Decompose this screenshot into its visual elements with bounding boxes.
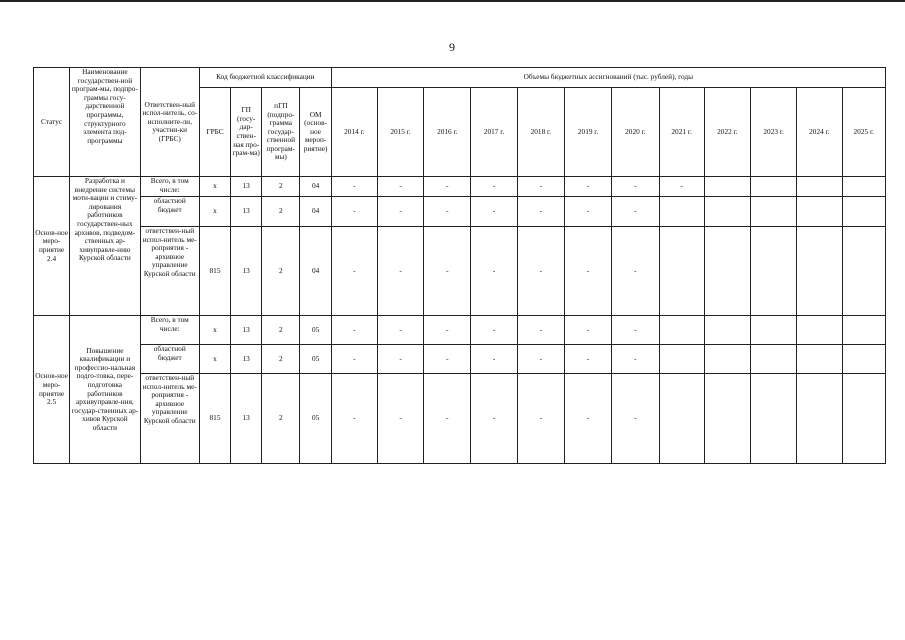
cell-value: - <box>424 374 471 464</box>
cell-value <box>659 316 704 345</box>
cell-grbs: х <box>199 316 230 345</box>
top-border-line <box>0 0 905 2</box>
cell-value <box>842 345 886 374</box>
cell-gp: 13 <box>231 374 262 464</box>
header-name: Наименование государствен-ной програм-мы, подпро-граммы госу-дарственной программы, структурного элемента под-программы <box>70 68 140 177</box>
cell-pgp: 2 <box>262 227 300 316</box>
header-code-gp: ГП (госу-дар-ствен-ная про-грам-ма) <box>231 88 262 177</box>
page-number: 9 <box>449 40 455 54</box>
row-responsible: областной бюджет <box>140 345 199 374</box>
cell-value <box>704 374 750 464</box>
cell-value <box>842 197 886 227</box>
measure-status: Основ-ное меро-приятие 2.4 <box>34 177 70 316</box>
cell-value: - <box>517 177 564 197</box>
header-year: 2018 г. <box>517 88 564 177</box>
cell-value <box>704 345 750 374</box>
cell-value: - <box>612 197 659 227</box>
cell-value: - <box>564 374 611 464</box>
row-responsible: ответствен-ный испол-нитель ме-роприятия - архивное управление Курской области <box>140 374 199 464</box>
cell-value: - <box>471 374 517 464</box>
cell-value: - <box>424 177 471 197</box>
cell-value: - <box>612 177 659 197</box>
header-year: 2023 г. <box>751 88 797 177</box>
cell-om: 04 <box>300 177 331 197</box>
cell-value <box>797 227 842 316</box>
cell-value <box>659 227 704 316</box>
cell-value: - <box>517 316 564 345</box>
row-responsible: областной бюджет <box>140 197 199 227</box>
cell-value: - <box>564 345 611 374</box>
cell-value <box>797 177 842 197</box>
table-row <box>34 227 886 316</box>
cell-om: 05 <box>300 345 331 374</box>
cell-value <box>751 345 797 374</box>
cell-value <box>704 197 750 227</box>
cell-gp: 13 <box>231 227 262 316</box>
header-code-om: ОМ (основ-ное мероп-риятие) <box>300 88 331 177</box>
measure-status: Основ-ное меро-приятие 2.5 <box>34 316 70 464</box>
cell-value <box>751 316 797 345</box>
cell-value: - <box>564 316 611 345</box>
header-year: 2021 г. <box>659 88 704 177</box>
cell-value: - <box>424 345 471 374</box>
cell-grbs: х <box>199 345 230 374</box>
cell-value: - <box>331 374 377 464</box>
cell-value: - <box>471 197 517 227</box>
cell-pgp: 2 <box>262 177 300 197</box>
cell-value <box>659 374 704 464</box>
cell-value <box>659 345 704 374</box>
cell-value: - <box>377 345 423 374</box>
header-year: 2020 г. <box>612 88 659 177</box>
cell-value: - <box>471 177 517 197</box>
cell-value: - <box>471 345 517 374</box>
cell-value <box>797 316 842 345</box>
row-responsible: Всего, в том числе: <box>140 316 199 345</box>
cell-value: - <box>517 345 564 374</box>
cell-value <box>842 374 886 464</box>
row-responsible: ответствен-ный испол-нитель ме-роприятия - архивное управление Курской области <box>140 227 199 316</box>
cell-value: - <box>424 197 471 227</box>
measure-name: Повышение квалификации и профессио-нальная подго-товка, пере-подготовка работников архивуправле-ния, государ-ственных ар-хивов Курской области <box>70 316 140 464</box>
header-status: Статус <box>34 68 70 177</box>
cell-pgp: 2 <box>262 316 300 345</box>
cell-pgp: 2 <box>262 345 300 374</box>
cell-value: - <box>659 177 704 197</box>
header-year: 2025 г. <box>842 88 886 177</box>
measure-name: Разработка и внедрение системы моти-вации и стиму-лирования работников государствен-ных архивов, подведом-ственных ар-хивуправле-нию Курской области <box>70 177 140 316</box>
cell-value <box>797 345 842 374</box>
cell-value: - <box>612 316 659 345</box>
cell-value: - <box>331 197 377 227</box>
cell-value: - <box>331 177 377 197</box>
cell-gp: 13 <box>231 197 262 227</box>
header-year: 2022 г. <box>704 88 750 177</box>
header-budget-code: Код бюджетной классификации <box>199 68 331 88</box>
cell-value <box>842 227 886 316</box>
cell-value: - <box>564 177 611 197</box>
table-row <box>34 197 886 227</box>
header-year: 2019 г. <box>564 88 611 177</box>
cell-om: 05 <box>300 374 331 464</box>
cell-pgp: 2 <box>262 374 300 464</box>
header-budget-volumes: Объемы бюджетных ассигнований (тыс. рублей), годы <box>331 68 885 88</box>
cell-gp: 13 <box>231 316 262 345</box>
cell-value <box>842 177 886 197</box>
cell-om: 05 <box>300 316 331 345</box>
cell-value <box>751 197 797 227</box>
row-responsible: Всего, в том числе: <box>140 177 199 197</box>
cell-value: - <box>612 345 659 374</box>
header-responsible: Ответствен-ный испол-нитель, со-исполните-ли, участни-ки (ГРБС) <box>140 68 199 177</box>
table-row <box>34 177 886 197</box>
cell-value <box>704 316 750 345</box>
cell-om: 04 <box>300 197 331 227</box>
cell-value <box>704 177 750 197</box>
cell-grbs: 815 <box>199 227 230 316</box>
cell-grbs: 815 <box>199 374 230 464</box>
cell-value: - <box>377 374 423 464</box>
cell-value <box>797 374 842 464</box>
cell-value: - <box>331 316 377 345</box>
header-code-pgp: пГП (подпро-грамма государ-ственной програм-мы) <box>262 88 300 177</box>
cell-grbs: х <box>199 177 230 197</box>
cell-grbs: х <box>199 197 230 227</box>
header-year: 2024 г. <box>797 88 842 177</box>
table-row <box>34 345 886 374</box>
cell-value: - <box>612 374 659 464</box>
cell-value <box>797 197 842 227</box>
cell-value <box>842 316 886 345</box>
cell-value: - <box>424 316 471 345</box>
cell-value: - <box>471 227 517 316</box>
table-row <box>34 374 886 464</box>
cell-value <box>659 197 704 227</box>
cell-value: - <box>564 227 611 316</box>
cell-value <box>751 374 797 464</box>
cell-value: - <box>377 177 423 197</box>
cell-value: - <box>564 197 611 227</box>
header-year: 2014 г. <box>331 88 377 177</box>
cell-gp: 13 <box>231 345 262 374</box>
header-code-grbs: ГРБС <box>199 88 230 177</box>
cell-om: 04 <box>300 227 331 316</box>
header-year: 2017 г. <box>471 88 517 177</box>
cell-value: - <box>377 316 423 345</box>
cell-value <box>751 177 797 197</box>
cell-value: - <box>331 345 377 374</box>
budget-table <box>33 67 886 464</box>
cell-value <box>751 227 797 316</box>
cell-value: - <box>424 227 471 316</box>
cell-value <box>704 227 750 316</box>
cell-value: - <box>377 227 423 316</box>
table-row <box>34 316 886 345</box>
cell-pgp: 2 <box>262 197 300 227</box>
cell-value: - <box>517 374 564 464</box>
cell-value: - <box>612 227 659 316</box>
cell-value: - <box>517 227 564 316</box>
cell-value: - <box>471 316 517 345</box>
cell-value: - <box>517 197 564 227</box>
cell-value: - <box>331 227 377 316</box>
header-year: 2015 г. <box>377 88 423 177</box>
cell-gp: 13 <box>231 177 262 197</box>
header-year: 2016 г. <box>424 88 471 177</box>
cell-value: - <box>377 197 423 227</box>
